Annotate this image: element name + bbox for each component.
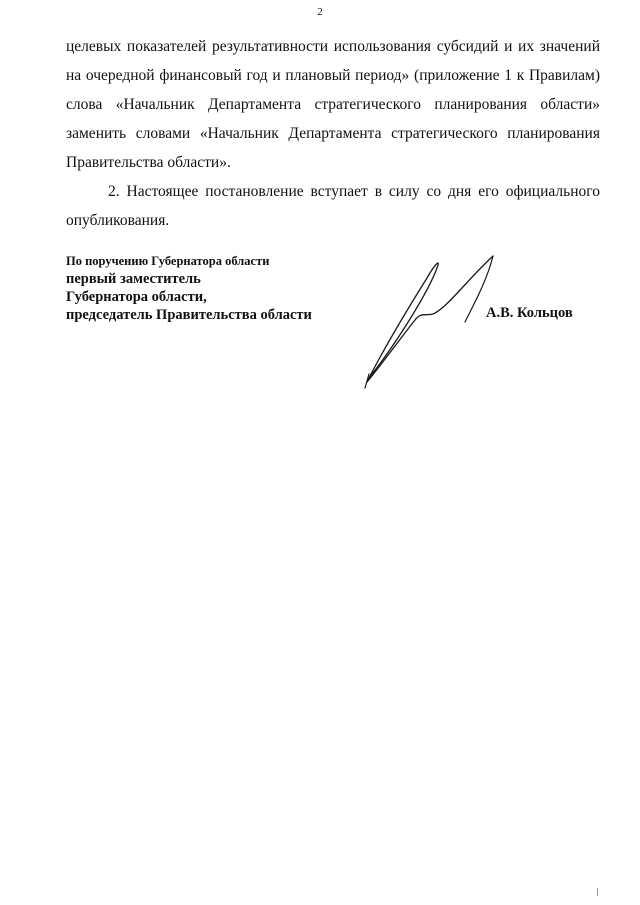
position-line-3: председатель Правительства области	[66, 307, 312, 323]
handwritten-signature	[355, 250, 505, 390]
paragraph-continuation: целевых показателей результативности использования субсидий и их значений на очередной финансовый год и плановый период» (приложение 1 к Правилам) слова «Начальник Департамента стратегического планирования области» заменить словами «Начальник Департамента стратегического планирования Правительства области».	[66, 38, 600, 171]
position-line-2: Губернатора области,	[66, 289, 207, 305]
paragraph-effective-date: 2. Настоящее постановление вступает в силу со дня его официального опубликования.	[66, 183, 600, 229]
page-number: 2	[317, 6, 323, 18]
signer-name: А.В. Кольцов	[486, 305, 573, 321]
signature-block	[66, 253, 312, 324]
document-body	[66, 32, 600, 235]
authority-line: По поручению Губернатора области	[66, 254, 270, 268]
position-line-1: первый заместитель	[66, 271, 201, 287]
scan-edge-mark	[597, 888, 598, 896]
